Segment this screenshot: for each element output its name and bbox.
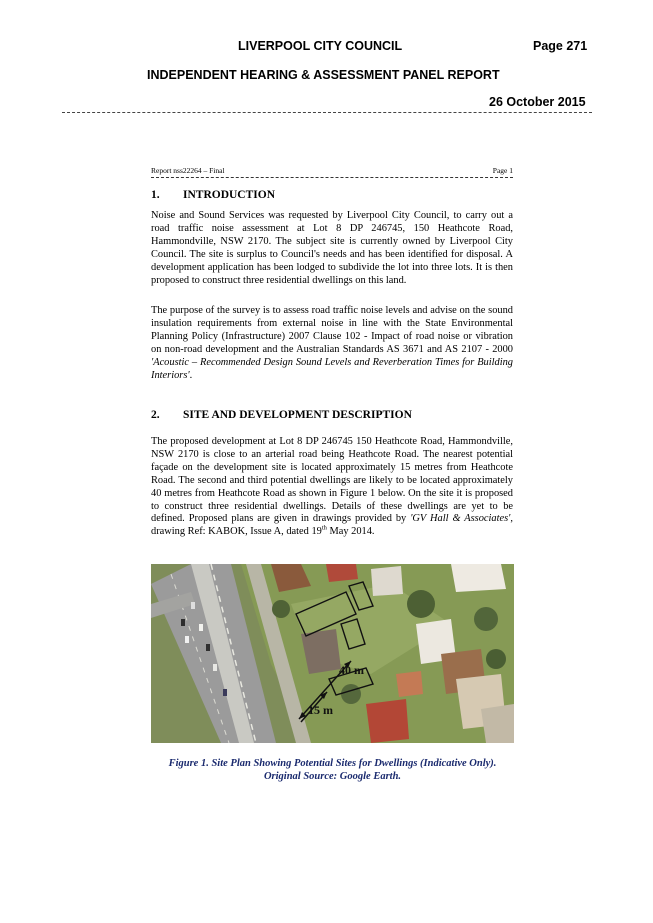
section-1-number: 1. bbox=[151, 189, 160, 201]
s2-text-c: May 2014. bbox=[326, 526, 375, 538]
section-1-paragraph-1: Noise and Sound Services was requested by Liverpool City Council, to carry out a road traffic noise assessment at Lot 8 DP 246745, 150 Heathcote Road, Hammondville, NSW 2170. The subject site is currently owned by Liverpool City Council. The site is surplus to Council's needs and has been identified for disposal. A development application has been lodged to subdivide the lot into three lots. It is then proposed to construct three residential dwellings on this land. bbox=[151, 210, 513, 286]
label-40m: 40 m bbox=[339, 663, 364, 677]
council-name: LIVERPOOL CITY COUNCIL bbox=[238, 39, 403, 53]
site-aerial-photo bbox=[151, 564, 514, 743]
para2-end: . bbox=[189, 369, 193, 381]
report-title: INDEPENDENT HEARING & ASSESSMENT PANEL REPORT bbox=[147, 68, 500, 82]
caption-line-1: Figure 1. Site Plan Showing Potential Sites for Dwellings (Indicative Only). bbox=[168, 758, 497, 769]
inner-header bbox=[151, 166, 513, 175]
s2-text-a: The proposed development at Lot 8 DP 246745 150 Heathcote Road, Hammondville, NSW 2170 is close to an arterial road being Heathcote Road. The nearest potential façade on the development site is located approximately 15 metres from Heathcote Road. The second and third potential dwellings are likely to be located approximately 40 metres from Heathcote Road as shown in Figure 1 below. On the site it is proposed to construct three residential dwellings. Details of these dwellings are yet to be defined. Proposed plans are given in drawings provided by bbox=[151, 436, 513, 525]
section-1-title: INTRODUCTION bbox=[183, 189, 276, 201]
caption-line-2: Original Source: Google Earth. bbox=[263, 771, 402, 782]
section-2-number: 2. bbox=[151, 409, 160, 421]
page-number: Page 271 bbox=[533, 39, 588, 53]
section-2-heading bbox=[151, 409, 412, 421]
section-2-paragraph bbox=[151, 436, 513, 539]
s2-text-b: , drawing Ref: KABOK, Issue A, dated 19 bbox=[151, 513, 513, 538]
section-1-paragraph-2 bbox=[151, 305, 513, 382]
inner-header-right: Page 1 bbox=[492, 166, 513, 175]
label-15m: 15 m bbox=[308, 703, 333, 717]
header-divider bbox=[62, 112, 592, 113]
s2-sup: th bbox=[321, 524, 327, 532]
section-1-heading bbox=[151, 189, 275, 201]
para2-standard-title: 'Acoustic – Recommended Design Sound Levels and Reverberation Times for Building Interiors' bbox=[151, 356, 513, 381]
inner-header-divider bbox=[151, 177, 513, 178]
aerial-map-graphic bbox=[151, 564, 514, 743]
figure-caption bbox=[151, 757, 514, 783]
section-2-title: SITE AND DEVELOPMENT DESCRIPTION bbox=[183, 409, 412, 421]
inner-header-left: Report nss22264 – Final bbox=[151, 166, 225, 175]
report-date: 26 October 2015 bbox=[489, 95, 586, 109]
para2-text: The purpose of the survey is to assess road traffic noise levels and advise on the sound insulation requirements from external noise in line with the State Environmental Planning Policy (Infrastructure) 2007 Clause 102 - Impact of road noise or vibration on non-road development and the Australian Standards AS 3671 and AS 2107 - 2000 bbox=[151, 305, 513, 355]
s2-consultant: 'GV Hall & Associates' bbox=[410, 513, 511, 525]
